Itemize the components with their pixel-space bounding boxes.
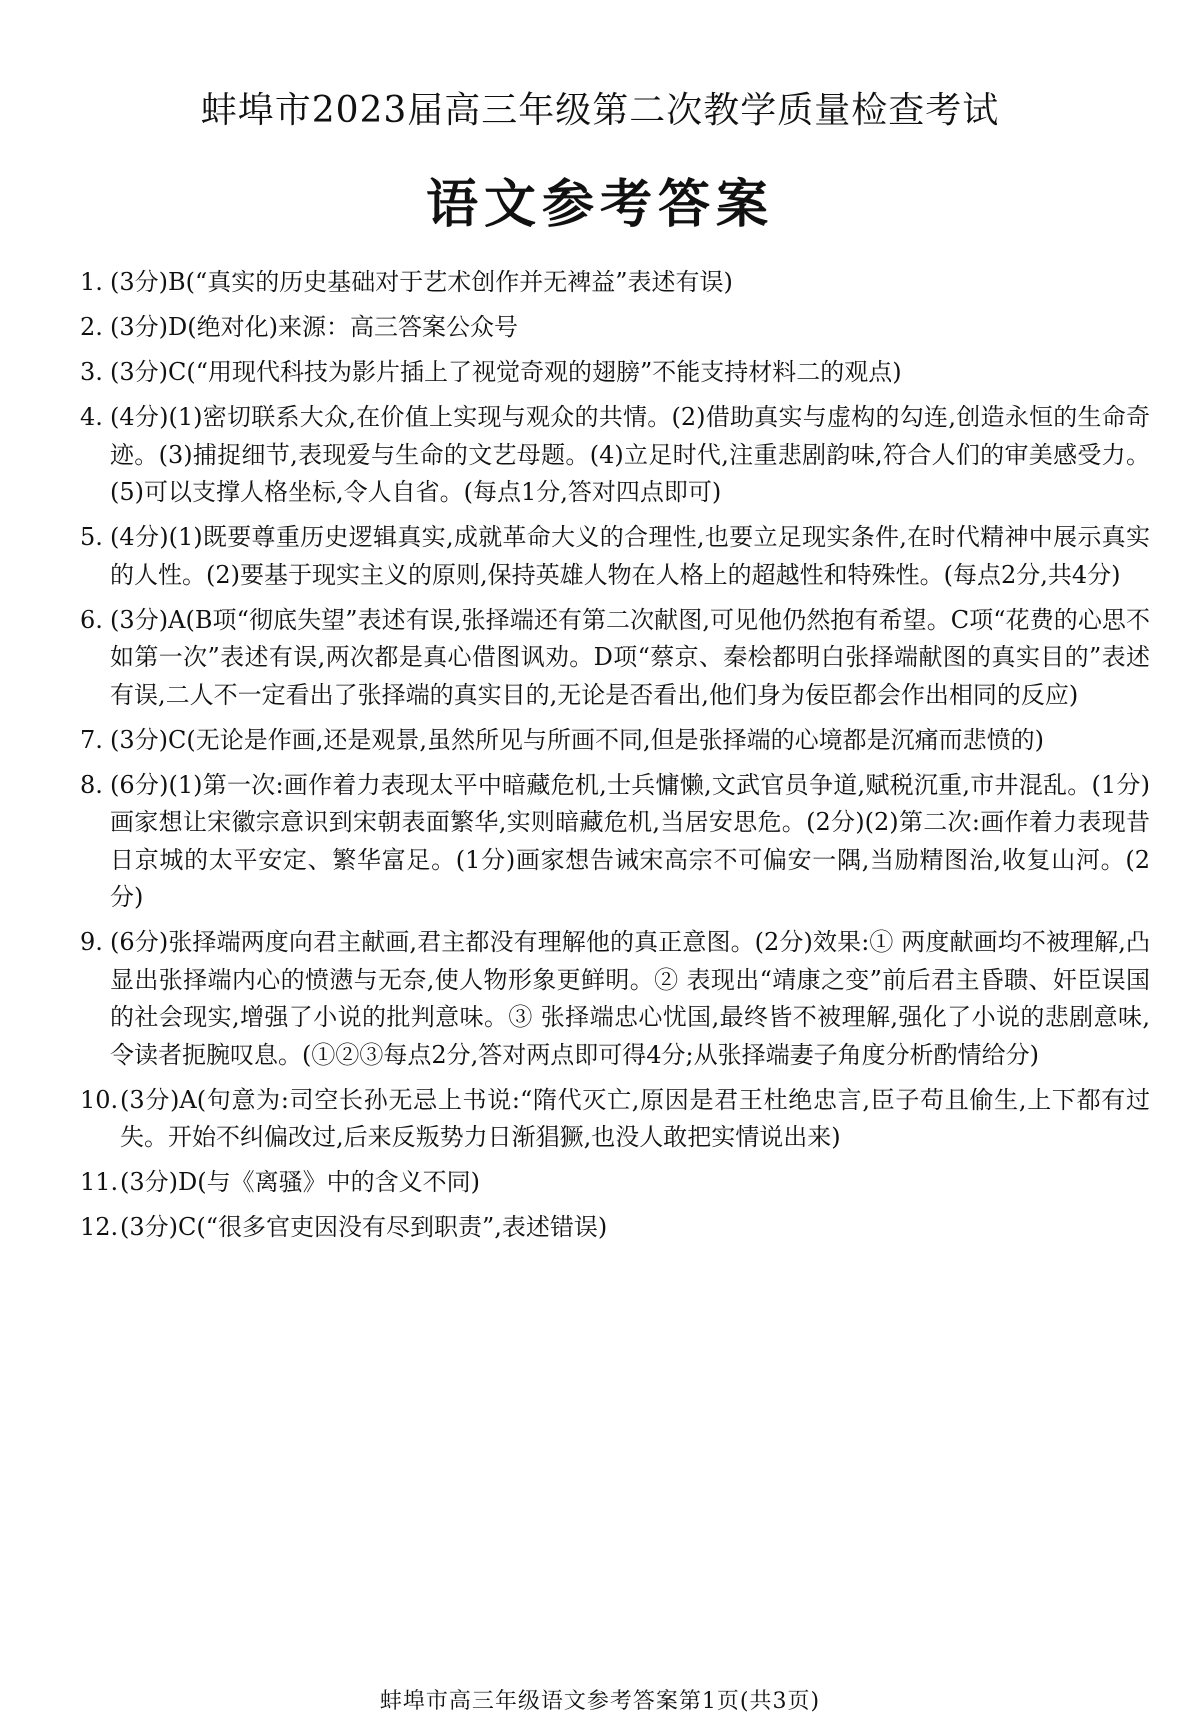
answer-number: 2. — [80, 313, 103, 341]
answer-item-3 — [80, 354, 1150, 392]
page-footer: 蚌埠市高三年级语文参考答案第1页(共3页) — [379, 1689, 821, 1714]
answer-number: 1. — [80, 268, 103, 296]
answer-text: (6分)(1)第一次:画作着力表现太平中暗藏危机,士兵慵懒,文武官员争道,赋税沉重,市井混乱。(1分)画家想让宋徽宗意识到宋朝表面繁华,实则暗藏危机,当居安思危。(2分)(2)第二次:画作着力表现昔日京城的太平安定、繁华富足。(1分)画家想告诫宋高宗不可偏安一隅,当励精图治,收复山河。(2分) — [110, 770, 1150, 911]
answer-item-1 — [80, 264, 1150, 302]
answer-number: 12. — [80, 1213, 119, 1241]
document-subtitle: 语文参考答案 — [425, 174, 774, 235]
answer-number: 7. — [80, 725, 103, 754]
answer-item-11 — [80, 1164, 1150, 1202]
answer-item-8 — [80, 767, 1150, 917]
answer-item-6 — [80, 602, 1150, 715]
answer-number: 10. — [80, 1085, 119, 1114]
answer-item-12 — [80, 1209, 1150, 1247]
answer-text: (3分)A(句意为:司空长孙无忌上书说:“隋代灭亡,原因是君王杜绝忠言,臣子苟且偷生,上下都有过失。开始不纠偏改过,后来反叛势力日渐猖獗,也没人敢把实情说出来) — [120, 1085, 1150, 1151]
answer-text: (3分)D(绝对化)来源：高三答案公众号 — [110, 313, 518, 341]
answer-text: (3分)D(与《离骚》中的含义不同) — [120, 1168, 480, 1196]
answer-number: 9. — [80, 928, 103, 956]
answer-text: (3分)C(“很多官吏因没有尽到职责”,表述错误) — [120, 1213, 608, 1241]
answer-text: (4分)(1)既要尊重历史逻辑真实,成就革命大义的合理性,也要立足现实条件,在时代精神中展示真实的人性。(2)要基于现实主义的原则,保持英雄人物在人格上的超越性和特殊性。(每点2分,共4分) — [110, 523, 1150, 589]
answer-item-5 — [80, 519, 1150, 594]
answer-item-2 — [80, 309, 1150, 347]
exam-title: 蚌埠市2023届高三年级第二次教学质量检查考试 — [200, 90, 1000, 131]
answer-item-4 — [80, 399, 1150, 512]
answer-item-9 — [80, 924, 1150, 1074]
answer-list — [80, 264, 1150, 1254]
answer-item-7 — [80, 722, 1150, 760]
answer-text: (4分)(1)密切联系大众,在价值上实现与观众的共情。(2)借助真实与虚构的勾连,创造永恒的生命奇迹。(3)捕捉细节,表现爱与生命的文艺母题。(4)立足时代,注重悲剧韵味,符合人们的审美感受力。(5)可以支撑人格坐标,令人自省。(每点1分,答对四点即可) — [110, 403, 1150, 506]
answer-number: 11. — [80, 1168, 119, 1196]
answer-item-10 — [80, 1082, 1150, 1157]
answer-number: 6. — [80, 605, 103, 634]
answer-number: 4. — [80, 403, 103, 431]
answer-text: (3分)A(B项“彻底失望”表述有误,张择端还有第二次献图,可见他仍然抱有希望。C项“花费的心思不如第一次”表述有误,两次都是真心借图讽劝。D项“蔡京、秦桧都明白张择端献图的真实目的”表述有误,二人不一定看出了张择端的真实目的,无论是否看出,他们身为佞臣都会作出相同的反应) — [110, 605, 1150, 709]
answer-text: (3分)B(“真实的历史基础对于艺术创作并无裨益”表述有误) — [110, 268, 733, 296]
answer-number: 3. — [80, 358, 103, 386]
answer-text: (6分)张择端两度向君主献画,君主都没有理解他的真正意图。(2分)效果:① 两度献画均不被理解,凸显出张择端内心的愤懑与无奈,使人物形象更鲜明。② 表现出“靖康之变”前后君主昏聩、奸臣误国的社会现实,增强了小说的批判意味。③ 张择端忠心忧国,最终皆不被理解,强化了小说的悲剧意味,令读者扼腕叹息。(①②③每点2分,答对两点即可得4分;从张择端妻子角度分析酌情给分) — [110, 928, 1150, 1069]
answer-text: (3分)C(“用现代科技为影片插上了视觉奇观的翅膀”不能支持材料二的观点) — [110, 358, 902, 386]
answer-number: 8. — [80, 770, 103, 799]
answer-number: 5. — [80, 523, 103, 551]
answer-text: (3分)C(无论是作画,还是观景,虽然所见与所画不同,但是张择端的心境都是沉痛而悲愤的) — [110, 725, 1044, 754]
